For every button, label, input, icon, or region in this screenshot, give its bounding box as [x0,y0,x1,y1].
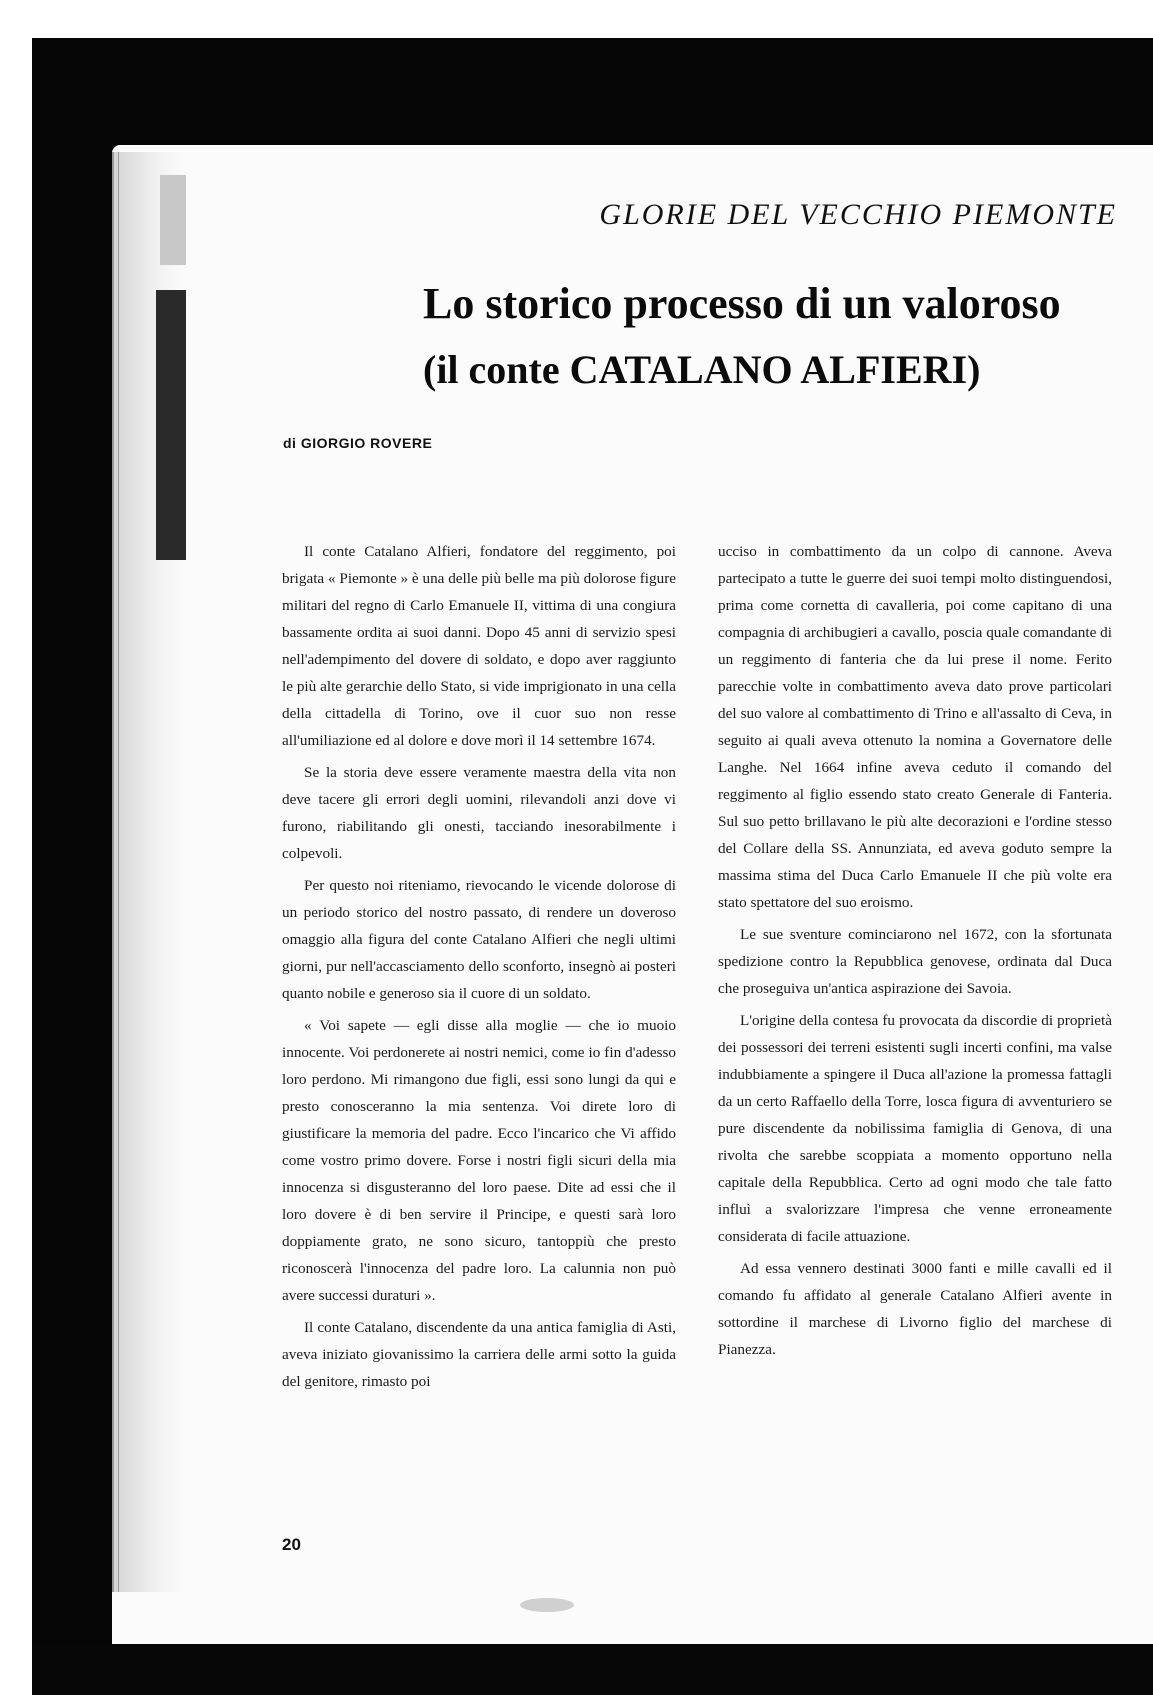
paragraph: L'origine della contesa fu provocata da discordie di proprietà dei possessori dei terreni esistenti sugli incerti confini, ma valse indubbiamente a spingere il Duca all'azione la promessa fattagli da un certo Raffaello della Torre, losca figura di avventuriero se pure discendente da nobilissima famiglia di Genova, di una rivolta che sarebbe scoppiata a momento opportuno nella capitale della Repubblica. Certo ad ogni modo che tale fatto influì a svalorizzare l'impresa che venne erroneamente considerata di facile attuazione. [718,1012,1112,1245]
article-column-right [718,538,1112,1368]
paragraph: Ad essa vennero destinati 3000 fanti e mille cavalli ed il comando fu affidato al generale Catalano Alfieri avente in sottordine il marchese di Livorno figlio del marchese di Pianezza. [718,1260,1112,1358]
byline: di GIORGIO ROVERE [283,435,433,451]
paragraph: Il conte Catalano Alfieri, fondatore del reggimento, poi brigata « Piemonte » è una delle più belle ma più dolorose figure militari del regno di Carlo Emanuele II, vittima di una congiura bassamente ordita ai suoi danni. Dopo 45 anni di servizio spesi nell'adempimento del dovere di soldato, e dopo aver raggiunto le più alte gerarchie dello Stato, si vide imprigionato in una cella della cittadella di Torino, ove il cuor suo non resse all'umiliazione ed al dolore e dove morì il 14 settembre 1674. [282,543,676,749]
paragraph: Le sue sventure cominciarono nel 1672, con la sfortunata spedizione contro la Repubblica genovese, ordinata dal Duca che proseguiva un'antica aspirazione dei Savoia. [718,926,1112,997]
paragraph: « Voi sapete — egli disse alla moglie — che io muoio innocente. Voi perdonerete ai nostri nemici, come io fin d'adesso loro perdono. Mi rimangono due figli, essi sono lungi da qui e presto conosceranno la mia sentenza. Voi direte loro di giustificare la memoria del padre. Ecco l'incarico che Vi affido come vostro primo dovere. Forse i nostri figli sicuri della mia innocenza si disgusteranno del loro paese. Dite ad essi che il loro dovere è di ben servire il Principe, e questi sarà loro doppiamente grato, ne sono sicuro, tantoppiù che presto riconoscerà l'innocenza del padre loro. La calunnia non può avere successi duraturi ». [282,1017,676,1304]
article-column-left [282,538,676,1400]
spine-fragment-dark [156,290,186,560]
spine-fragment [160,175,186,265]
scan-border-left [32,38,112,1695]
paragraph: Se la storia deve essere veramente maestra della vita non deve tacere gli errori degli uomini, rilevandoli anzi dove vi furono, riabilitando gli onesti, tacciando inesorabilmente i colpevoli. [282,764,676,862]
article-subtitle: (il conte CATALANO ALFIERI) [423,347,981,392]
page-number: 20 [282,1535,301,1554]
paragraph: Per questo noi riteniamo, rievocando le vicende dolorose di un periodo storico del nostro passato, di rendere un doveroso omaggio alla figura del conte Catalano Alfieri che negli ultimi giorni, pur nell'accasciamento dello sconforto, insegnò ai posteri quanto nobile e generoso sia il cuore di un soldato. [282,877,676,1002]
page-edge-line [112,152,114,1592]
article-title: Lo storico processo di un valoroso [423,279,1061,328]
paragraph: ucciso in combattimento da un colpo di cannone. Aveva partecipato a tutte le guerre dei suoi tempi molto distinguendosi, prima come cornetta di cavalleria, poi come capitano di una compagnia di archibugieri a cavallo, poscia quale comandante di un reggimento di fanteria che da lui prese il nome. Ferito parecchie volte in combattimento aveva dato prove particolari del suo valore al combattimento di Trino e all'assalto di Ceva, in seguito ai quali aveva ottenuto la nomina a Governatore delle Langhe. Nel 1664 infine aveva ceduto il comando del reggimento al figlio essendo stato creato Generale di Fanteria. Sul suo petto brillavano le più alte decorazioni e l'ordine stesso del Collare della SS. Annunziata, ed aveva goduto sempre la massima stima del Duca Carlo Emanuele II che più volte era stato spettatore del suo eroismo. [718,543,1112,911]
section-kicker: GLORIE DEL VECCHIO PIEMONTE [599,198,1117,231]
scan-border-top [32,38,1153,152]
paragraph: Il conte Catalano, discendente da una antica famiglia di Asti, aveva iniziato giovanissimo la carriera delle armi sotto la guida del genitore, rimasto poi [282,1319,676,1390]
scan-border-bottom [32,1644,1153,1695]
page-edge-line [118,152,119,1592]
print-smudge [520,1598,574,1612]
